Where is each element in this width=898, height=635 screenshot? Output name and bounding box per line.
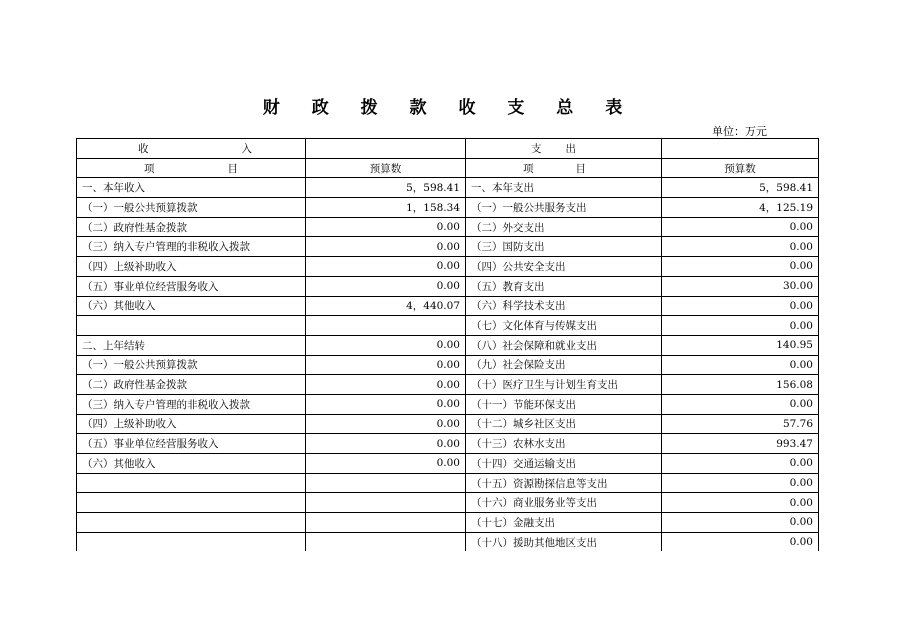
expense-item-cell: （一）一般公共服务支出 [466, 198, 662, 218]
expense-value-cell: 30.00 [662, 276, 819, 296]
income-item-cell: （二）政府性基金拨款 [77, 217, 306, 237]
income-header-blank [306, 139, 466, 159]
expense-value-cell: 0.00 [662, 454, 819, 474]
income-value-cell [306, 513, 466, 533]
income-value-cell: 0.00 [306, 414, 466, 434]
expense-item-cell: （十五）资源勘探信息等支出 [466, 473, 662, 493]
expense-item-cell: （三）国防支出 [466, 237, 662, 257]
table-row [77, 217, 819, 237]
income-value-cell: 0.00 [306, 394, 466, 414]
income-value-cell: 0.00 [306, 257, 466, 277]
table-row [77, 276, 819, 296]
table-row [77, 316, 819, 336]
expense-item-cell: （十四）交通运输支出 [466, 454, 662, 474]
expense-value-cell: 0.00 [662, 296, 819, 316]
budget-table [76, 138, 819, 551]
expense-value-cell: 156.08 [662, 375, 819, 395]
expense-item-cell: （九）社会保险支出 [466, 355, 662, 375]
table-row [77, 532, 819, 551]
expense-item-cell: （十）医疗卫生与计划生育支出 [466, 375, 662, 395]
table-row [77, 178, 819, 198]
expense-value-cell: 0.00 [662, 257, 819, 277]
income-item-cell: （三）纳入专户管理的非税收入拨款 [77, 237, 306, 257]
expense-item-cell: （四）公共安全支出 [466, 257, 662, 277]
expense-item-cell: （二）外交支出 [466, 217, 662, 237]
expense-item-header-b: 目 [575, 162, 586, 175]
expense-item-cell: 一、本年支出 [466, 178, 662, 198]
header-row-columns [77, 158, 819, 178]
income-item-cell: （四）上级补助收入 [77, 414, 306, 434]
income-item-cell: （六）其他收入 [77, 454, 306, 474]
income-item-cell: （六）其他收入 [77, 296, 306, 316]
expense-value-cell: 0.00 [662, 493, 819, 513]
income-value-cell [306, 532, 466, 551]
table-row [77, 454, 819, 474]
expense-item-header [466, 158, 662, 178]
income-header-b: 入 [241, 142, 252, 155]
expense-value-cell: 0.00 [662, 316, 819, 336]
income-item-cell [77, 513, 306, 533]
income-item-cell: （四）上级补助收入 [77, 257, 306, 277]
income-item-header [77, 158, 306, 178]
expense-value-cell: 0.00 [662, 532, 819, 551]
income-item-cell: （一）一般公共预算拨款 [77, 198, 306, 218]
income-header-cell [77, 139, 306, 159]
expense-item-cell: （十八）援助其他地区支出 [466, 532, 662, 551]
expense-item-header-a: 项 [523, 162, 534, 175]
income-value-cell: 0.00 [306, 355, 466, 375]
table-row [77, 375, 819, 395]
expense-value-cell: 993.47 [662, 434, 819, 454]
expense-header-blank [662, 139, 819, 159]
expense-item-cell: （五）教育支出 [466, 276, 662, 296]
expense-value-cell: 4，125.19 [662, 198, 819, 218]
income-item-cell [77, 316, 306, 336]
expense-value-cell: 0.00 [662, 513, 819, 533]
expense-header-b: 出 [565, 142, 576, 155]
income-value-cell: 0.00 [306, 375, 466, 395]
unit-label: 单位：万元 [712, 125, 767, 138]
income-item-cell [77, 473, 306, 493]
table-row [77, 296, 819, 316]
table-row [77, 257, 819, 277]
income-item-cell: （三）纳入专户管理的非税收入拨款 [77, 394, 306, 414]
expense-value-cell: 0.00 [662, 473, 819, 493]
expense-value-cell: 0.00 [662, 217, 819, 237]
expense-value-cell: 0.00 [662, 394, 819, 414]
income-value-cell: 0.00 [306, 434, 466, 454]
income-value-cell: 0.00 [306, 276, 466, 296]
page-title: 财 政 拨 款 收 支 总 表 [262, 98, 636, 118]
income-item-cell: （五）事业单位经营服务收入 [77, 434, 306, 454]
income-item-cell: 一、本年收入 [77, 178, 306, 198]
table-row [77, 355, 819, 375]
income-value-cell: 0.00 [306, 217, 466, 237]
expense-value-cell: 140.95 [662, 335, 819, 355]
income-item-header-a: 项 [144, 162, 155, 175]
expense-value-cell: 0.00 [662, 237, 819, 257]
income-item-cell: 二、上年结转 [77, 335, 306, 355]
table-row [77, 473, 819, 493]
table-row [77, 198, 819, 218]
expense-header-cell [466, 139, 662, 159]
income-value-cell: 1，158.34 [306, 198, 466, 218]
income-budget-header: 预算数 [306, 158, 466, 178]
income-value-cell [306, 493, 466, 513]
income-value-cell: 4，440.07 [306, 296, 466, 316]
expense-item-cell: （六）科学技术支出 [466, 296, 662, 316]
income-value-cell: 0.00 [306, 454, 466, 474]
table-row [77, 335, 819, 355]
income-header-a: 收 [138, 142, 149, 155]
expense-value-cell: 5，598.41 [662, 178, 819, 198]
table-row [77, 414, 819, 434]
expense-item-cell: （八）社会保障和就业支出 [466, 335, 662, 355]
expense-value-cell: 0.00 [662, 355, 819, 375]
income-item-cell: （五）事业单位经营服务收入 [77, 276, 306, 296]
income-item-cell [77, 532, 306, 551]
income-item-header-b: 目 [227, 162, 238, 175]
income-item-cell: （一）一般公共预算拨款 [77, 355, 306, 375]
table-row [77, 237, 819, 257]
expense-item-cell: （十一）节能环保支出 [466, 394, 662, 414]
expense-budget-header: 预算数 [662, 158, 819, 178]
expense-item-cell: （十六）商业服务业等支出 [466, 493, 662, 513]
table-row [77, 513, 819, 533]
expense-header-a: 支 [531, 142, 542, 155]
header-row-category [77, 139, 819, 159]
income-item-cell: （二）政府性基金拨款 [77, 375, 306, 395]
income-value-cell [306, 316, 466, 336]
income-value-cell: 0.00 [306, 335, 466, 355]
expense-item-cell: （十七）金融支出 [466, 513, 662, 533]
income-value-cell: 0.00 [306, 237, 466, 257]
income-value-cell [306, 473, 466, 493]
expense-item-cell: （七）文化体育与传媒支出 [466, 316, 662, 336]
income-item-cell [77, 493, 306, 513]
expense-value-cell: 57.76 [662, 414, 819, 434]
expense-item-cell: （十二）城乡社区支出 [466, 414, 662, 434]
table-row [77, 394, 819, 414]
table-row [77, 434, 819, 454]
table-row [77, 493, 819, 513]
expense-item-cell: （十三）农林水支出 [466, 434, 662, 454]
income-value-cell: 5，598.41 [306, 178, 466, 198]
